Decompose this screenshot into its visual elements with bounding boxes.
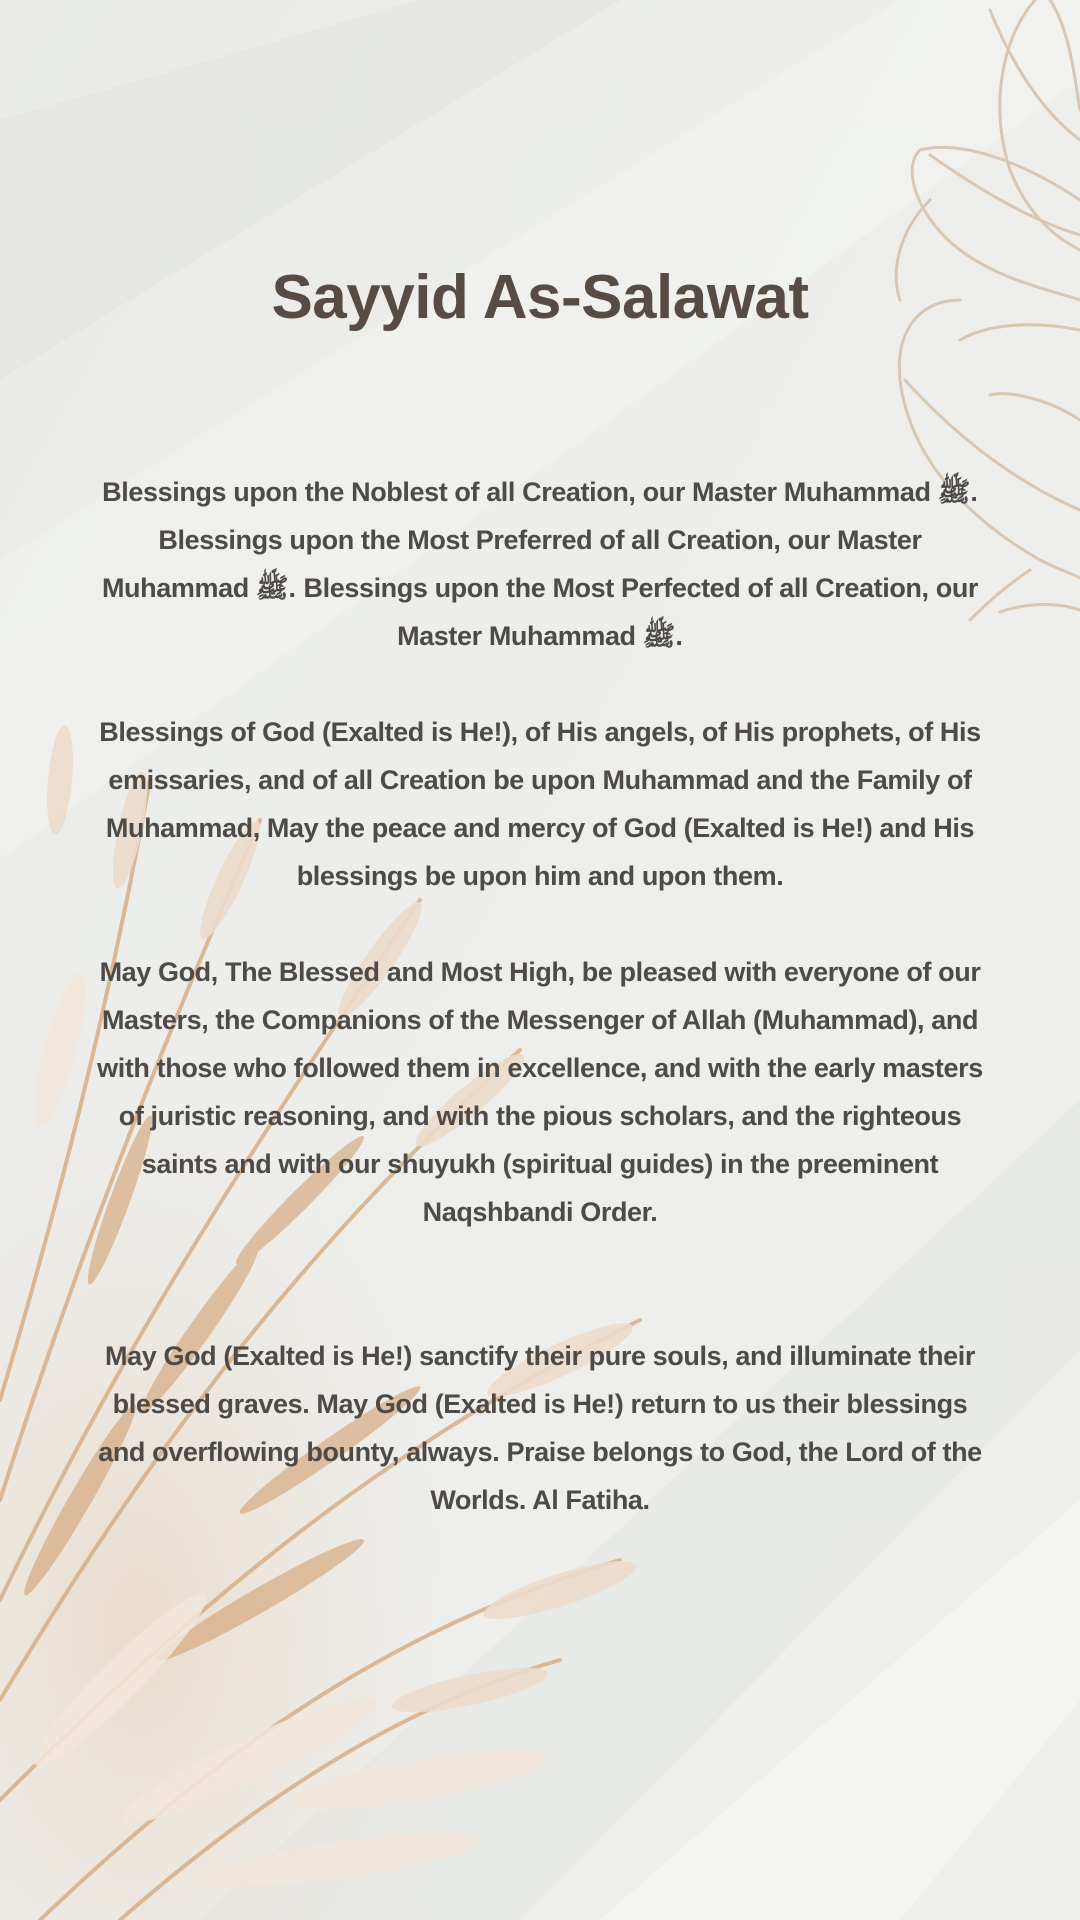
paragraph-sanctify-souls: May God (Exalted is He!) sanctify their pure souls, and illuminate their blessed graves. May God (Exalted is He!) return to us their blessings and overflowing bounty, always. Praise belongs to God, the Lord of the Worlds. Al Fatiha. <box>98 1341 982 1515</box>
paragraph-blessings-noblest: Blessings upon the Noblest of all Creation, our Master Muhammad ﷺ. Blessings upon the Most Preferred of all Creation, our Master Muhammad ﷺ. Blessings upon the Most Perfected of all Creation, our Master Muhammad ﷺ. <box>101 477 979 651</box>
page-title: Sayyid As-Salawat <box>271 263 809 332</box>
paragraph-may-god-be-pleased: May God, The Blessed and Most High, be pleased with everyone of our Masters, the Companions of the Messenger of Allah (Muhammad), and with those who followed them in excellence, and with the early masters of juristic reasoning, and with the pious scholars, and the righteous saints and with our shuyukh (spiritual guides) in the preeminent Naqshbandi Order. <box>97 957 983 1227</box>
paragraph-blessings-of-god: Blessings of God (Exalted is He!), of His angels, of His prophets, of His emissaries, and of all Creation be upon Muhammad and the Family of Muhammad, May the peace and mercy of God (Exalted is He!) and His blessings be upon him and upon them. <box>99 717 981 891</box>
